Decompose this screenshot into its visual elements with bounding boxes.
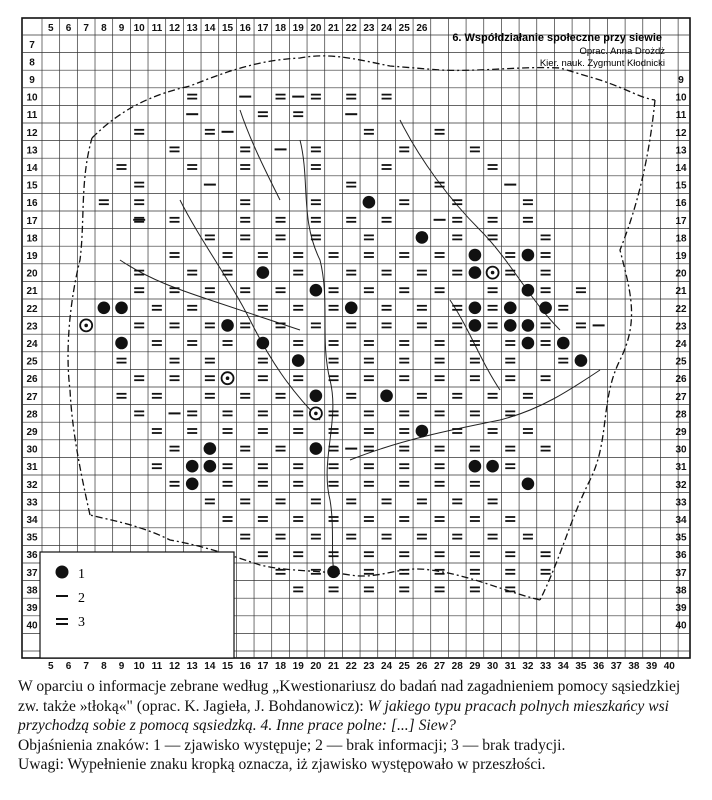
column-label-bottom: 5 xyxy=(48,661,54,670)
row-label-right: 36 xyxy=(675,550,687,562)
row-label-right: 37 xyxy=(675,567,687,579)
caption-question: W jakiego typu pracach polnych mieszkańcy wsi przychodzą sobie z pomocą sąsiedzką. 4. Inne prace polne: [...] Siew? xyxy=(18,697,670,735)
occurrence-symbol xyxy=(380,390,393,403)
occurrence-symbol xyxy=(204,460,217,473)
row-label-right: 13 xyxy=(675,145,687,157)
occurrence-symbol xyxy=(416,231,429,244)
column-label-top: 21 xyxy=(327,23,340,34)
row-label-left: 25 xyxy=(26,356,38,368)
occurrence-symbol xyxy=(327,566,340,579)
map-title: 6. Współdziałanie społeczne przy siewie xyxy=(452,32,662,44)
row-label-left: 36 xyxy=(26,550,38,562)
row-label-left: 26 xyxy=(26,374,38,386)
column-label-top: 23 xyxy=(363,23,375,34)
past-occurrence-symbol xyxy=(80,319,92,331)
row-label-right: 33 xyxy=(675,497,687,509)
column-label-bottom: 22 xyxy=(345,661,357,670)
column-label-bottom: 38 xyxy=(628,661,640,670)
column-label-bottom: 34 xyxy=(557,661,569,670)
occurrence-symbol xyxy=(310,284,323,297)
legend-box xyxy=(40,552,234,658)
column-label-bottom: 35 xyxy=(575,661,587,670)
column-label-bottom: 12 xyxy=(168,661,181,670)
column-label-bottom: 28 xyxy=(451,661,463,670)
column-label-top: 14 xyxy=(204,23,216,34)
column-label-bottom: 11 xyxy=(151,661,163,670)
occurrence-symbol xyxy=(539,302,552,315)
caption-source-text: W oparciu o informacje zebrane według „Kwestionariusz do badań nad zagadnieniem pomocy sąsiedzkiej zw. także »tłoką«" (oprac. K. Jagieła, J. Bohdanowicz): xyxy=(18,678,681,715)
row-label-left: 17 xyxy=(26,215,38,227)
column-label-bottom: 32 xyxy=(522,661,534,670)
row-label-left: 12 xyxy=(26,127,38,139)
row-label-right: 38 xyxy=(675,585,687,597)
column-label-bottom: 37 xyxy=(610,661,622,670)
column-label-bottom: 10 xyxy=(133,661,145,670)
column-label-bottom: 26 xyxy=(416,661,428,670)
column-label-bottom: 9 xyxy=(118,661,125,670)
legend-label-2: 2 xyxy=(78,591,85,606)
column-label-bottom: 21 xyxy=(327,661,340,670)
row-label-left: 27 xyxy=(26,391,38,403)
column-label-top: 6 xyxy=(65,23,72,34)
row-label-right: 19 xyxy=(675,251,687,262)
row-label-left: 31 xyxy=(26,462,38,474)
occurrence-symbol xyxy=(115,337,128,350)
row-label-left: 22 xyxy=(26,303,38,315)
row-label-left: 11 xyxy=(26,110,38,122)
past-occurrence-symbol xyxy=(222,372,234,384)
occurrence-symbol xyxy=(469,460,482,473)
row-label-right: 16 xyxy=(675,198,687,210)
row-label-right: 29 xyxy=(675,427,687,438)
row-label-right: 31 xyxy=(675,462,687,474)
legend xyxy=(40,552,234,658)
row-label-right: 23 xyxy=(675,321,687,333)
column-label-bottom: 33 xyxy=(540,661,552,670)
occurrence-symbol xyxy=(310,390,323,403)
row-label-right: 21 xyxy=(675,286,687,298)
column-label-top: 17 xyxy=(257,23,269,34)
column-label-top: 18 xyxy=(274,23,287,34)
column-label-bottom: 13 xyxy=(186,661,198,670)
row-label-left: 29 xyxy=(26,427,38,438)
occurrence-symbol xyxy=(363,196,376,209)
row-label-left: 32 xyxy=(26,479,38,491)
column-label-bottom: 30 xyxy=(487,661,499,670)
column-label-bottom: 19 xyxy=(292,661,304,670)
occurrence-symbol xyxy=(98,302,111,315)
column-label-bottom: 17 xyxy=(257,661,269,670)
column-label-bottom: 36 xyxy=(593,661,605,670)
column-label-top: 7 xyxy=(83,23,89,34)
row-label-right: 11 xyxy=(675,110,687,122)
row-label-right: 9 xyxy=(678,75,684,86)
row-label-right: 26 xyxy=(675,374,687,386)
row-label-left: 37 xyxy=(26,567,38,579)
row-label-right: 14 xyxy=(675,163,687,174)
row-label-left: 9 xyxy=(29,75,35,86)
row-label-right: 17 xyxy=(675,215,687,227)
past-occurrence-symbol xyxy=(487,267,499,279)
occurrence-symbol xyxy=(469,302,482,315)
column-label-top: 12 xyxy=(168,23,181,34)
occurrence-symbol xyxy=(522,249,535,262)
occurrence-symbol xyxy=(204,442,217,455)
legend-label-1: 1 xyxy=(78,567,85,582)
occurrence-symbol xyxy=(522,337,535,350)
column-label-bottom: 14 xyxy=(204,661,216,670)
past-occurrence-symbol xyxy=(310,407,322,419)
column-label-top: 24 xyxy=(381,23,393,34)
occurrence-symbol xyxy=(186,478,199,491)
column-label-bottom: 29 xyxy=(469,661,481,670)
column-label-bottom: 24 xyxy=(381,661,393,670)
occurrence-symbol xyxy=(557,337,570,350)
occurrence-symbol xyxy=(416,425,429,438)
occurrence-symbol xyxy=(221,319,234,332)
row-label-right: 10 xyxy=(675,92,687,104)
row-label-left: 10 xyxy=(26,92,38,104)
occurrence-symbol xyxy=(522,478,535,491)
row-label-left: 15 xyxy=(26,180,38,192)
occurrence-symbol xyxy=(504,302,517,315)
occurrence-symbol xyxy=(522,319,535,332)
column-label-top: 8 xyxy=(101,23,107,34)
occurrence-symbol xyxy=(504,319,517,332)
map-supervisor: Kier. nauk. Zygmunt Kłodnicki xyxy=(539,58,665,69)
row-label-left: 16 xyxy=(26,198,38,210)
legend-label-3: 3 xyxy=(78,615,85,630)
row-label-right: 40 xyxy=(675,620,687,632)
occurrence-symbol xyxy=(469,249,482,262)
column-label-bottom: 18 xyxy=(274,661,287,670)
column-label-bottom: 15 xyxy=(221,661,234,670)
row-label-right: 39 xyxy=(675,603,687,614)
row-label-right: 24 xyxy=(675,339,687,350)
occurrence-symbol xyxy=(310,442,323,455)
column-label-bottom: 6 xyxy=(65,661,72,670)
occurrence-symbol xyxy=(186,460,199,473)
row-label-left: 39 xyxy=(26,603,38,614)
row-label-left: 28 xyxy=(26,409,38,421)
column-label-top: 19 xyxy=(292,23,304,34)
row-label-left: 14 xyxy=(26,163,38,174)
row-label-left: 34 xyxy=(26,515,38,526)
row-label-left: 13 xyxy=(26,145,38,157)
column-label-bottom: 31 xyxy=(504,661,516,670)
row-label-right: 27 xyxy=(675,391,687,403)
column-label-bottom: 25 xyxy=(398,661,410,670)
column-label-bottom: 16 xyxy=(239,661,251,670)
occurrence-symbol xyxy=(486,460,499,473)
row-label-right: 18 xyxy=(675,233,687,245)
column-label-top: 5 xyxy=(48,23,54,34)
column-label-top: 22 xyxy=(345,23,357,34)
row-label-right: 25 xyxy=(675,356,687,368)
map-author: Oprac. Anna Drożdż xyxy=(579,46,665,57)
row-label-left: 23 xyxy=(26,321,38,333)
column-label-top: 16 xyxy=(239,23,251,34)
column-label-bottom: 23 xyxy=(363,661,375,670)
row-label-right: 32 xyxy=(675,479,687,491)
column-label-bottom: 40 xyxy=(663,661,675,670)
row-label-left: 40 xyxy=(26,620,38,632)
occurrence-symbol xyxy=(345,302,358,315)
caption-source xyxy=(18,677,702,736)
row-label-right: 28 xyxy=(675,409,687,421)
row-label-left: 38 xyxy=(26,585,38,597)
column-label-bottom: 39 xyxy=(646,661,658,670)
map-caption xyxy=(18,677,702,775)
legend-dot-symbol xyxy=(56,566,69,579)
column-label-bottom: 7 xyxy=(83,661,89,670)
column-label-top: 15 xyxy=(221,23,234,34)
row-label-left: 8 xyxy=(29,57,35,69)
row-label-right: 35 xyxy=(675,532,687,544)
column-label-top: 9 xyxy=(118,23,125,34)
row-label-right: 20 xyxy=(675,268,687,280)
row-label-left: 19 xyxy=(26,251,38,262)
row-label-left: 35 xyxy=(26,532,38,544)
row-label-left: 18 xyxy=(26,233,38,245)
occurrence-symbol xyxy=(257,337,270,350)
row-label-left: 24 xyxy=(26,339,38,350)
row-label-right: 15 xyxy=(675,180,687,192)
column-label-top: 11 xyxy=(151,23,163,34)
column-label-top: 13 xyxy=(186,23,198,34)
occurrence-symbol xyxy=(292,354,305,367)
row-label-right: 12 xyxy=(675,127,687,139)
occurrence-symbol xyxy=(115,302,128,315)
row-label-left: 20 xyxy=(26,268,38,280)
occurrence-symbol xyxy=(257,266,270,279)
row-label-left: 30 xyxy=(26,444,38,456)
caption-notes: Uwagi: Wypełnienie znaku kropką oznacza, iż zjawisko występowało w przeszłości. xyxy=(18,756,546,774)
column-label-top: 25 xyxy=(398,23,410,34)
occurrence-symbol xyxy=(469,266,482,279)
column-label-bottom: 20 xyxy=(310,661,322,670)
row-label-right: 30 xyxy=(675,444,687,456)
row-label-right: 22 xyxy=(675,303,687,315)
row-label-left: 33 xyxy=(26,497,38,509)
column-label-top: 26 xyxy=(416,23,428,34)
column-label-bottom: 27 xyxy=(434,661,446,670)
row-label-right: 34 xyxy=(675,515,687,526)
column-label-top: 10 xyxy=(133,23,145,34)
occurrence-symbol xyxy=(575,354,588,367)
caption-legend-explanation: Objaśnienia znaków: 1 — zjawisko występuje; 2 — brak informacji; 3 — brak tradycji. xyxy=(18,736,566,754)
occurrence-symbol xyxy=(469,319,482,332)
column-label-top: 20 xyxy=(310,23,322,34)
row-label-left: 7 xyxy=(29,39,35,51)
occurrence-symbol xyxy=(522,284,535,297)
row-label-left: 21 xyxy=(26,286,38,298)
column-label-bottom: 8 xyxy=(101,661,107,670)
